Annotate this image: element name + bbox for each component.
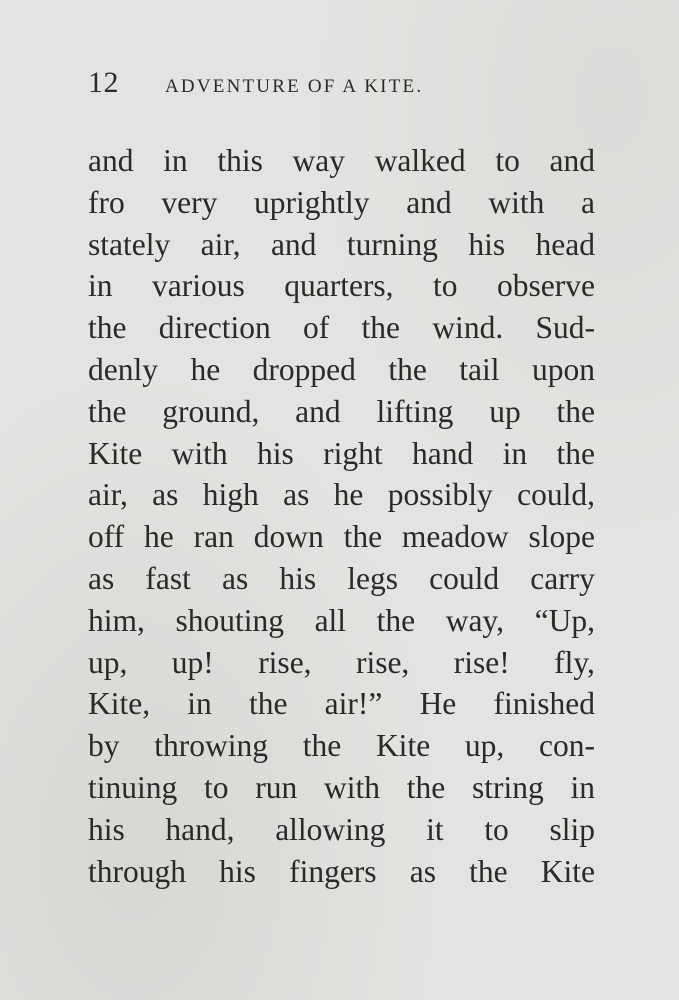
word: up, [88,644,128,680]
text-line [88,307,595,349]
word: Kite [88,435,143,471]
word: fly, [554,644,595,680]
text-line [88,558,595,600]
word: in [502,435,528,471]
text-line [88,851,595,893]
word: could, [517,477,595,513]
word: the [388,351,427,387]
word: tinuing [88,769,178,805]
word: He [419,686,457,722]
word: in [187,686,212,722]
word: quarters, [284,268,394,304]
word: air, [88,477,128,513]
word: con- [539,728,595,764]
word: to [484,811,509,847]
word: walked [374,143,466,178]
word: it [426,811,444,847]
word: air, [200,226,241,262]
text-line [88,809,595,851]
word: by [88,728,120,764]
word: Kite, [88,686,151,722]
text-line [88,224,595,266]
text-line [88,265,595,307]
word: to [433,268,458,304]
word: dropped [252,351,356,387]
word: the [343,519,383,555]
word: possibly [387,477,493,513]
word: hand, [165,811,235,847]
word: carry [530,560,595,596]
word: lifting [376,393,454,429]
word: rise, [258,644,312,680]
word: Kite [375,728,431,764]
word: legs [347,560,398,596]
word: he [144,519,174,555]
text-line [88,182,595,224]
word: in [570,769,595,805]
word: finished [493,686,595,722]
word: his [219,853,256,889]
word: his [279,560,317,596]
word: the [406,769,446,805]
text-line [88,516,595,558]
word: as [283,477,310,513]
word: as [88,560,115,596]
text-line [88,725,595,767]
word: slip [549,811,595,847]
word: string [471,769,544,805]
word: fast [145,560,191,596]
text-line [88,683,595,725]
word: allowing [275,811,386,847]
word: Sud- [535,310,595,346]
word: off [88,519,125,555]
word: in [88,268,113,304]
word: Kite [540,853,595,889]
word: the [556,393,595,429]
word: various [152,268,245,304]
word: the [88,393,127,429]
word: the [469,853,508,889]
word: “Up, [534,602,595,638]
text-line [88,391,595,433]
page-header [88,66,608,110]
text-line [88,474,595,516]
word: the [376,602,416,638]
word: run [255,769,298,805]
word: his [468,226,506,262]
word: up! [171,644,214,680]
word: turning [346,226,438,262]
word: a [581,184,595,220]
word: with [171,435,228,471]
word: air!” [324,686,383,722]
word: could [429,560,500,596]
word: the [88,310,127,346]
word: his [257,435,294,471]
word: rise, [355,644,410,680]
word: and [549,143,595,178]
word: up, [464,728,505,764]
text-line [88,767,595,809]
word: and [88,143,134,178]
word: as [221,560,249,596]
word: the [302,728,342,764]
word: as [409,853,436,889]
word: this [217,143,263,178]
word: he [333,477,364,513]
word: very [161,184,218,220]
text-line [88,433,595,475]
text-line [88,140,595,182]
word: meadow [401,519,509,555]
word: the [556,435,595,471]
word: ground, [162,393,260,429]
word: of [303,310,330,346]
word: and [406,184,452,220]
word: he [190,351,221,387]
word: stately [88,226,171,262]
word: in [163,143,188,178]
word: ran [193,519,234,555]
running-head: ADVENTURE OF A KITE. [165,76,424,97]
word: observe [497,268,595,304]
word: down [253,519,324,555]
word: tail [459,351,500,387]
word: slope [528,519,595,555]
word: with [488,184,545,220]
word: hand [412,435,474,471]
word: direction [158,310,271,346]
text-line [88,349,595,391]
word: shouting [175,602,284,638]
word: through [88,853,186,889]
word: upon [531,351,595,387]
word: denly [88,351,158,387]
word: his [88,811,125,847]
word: and [270,226,317,262]
word: and [295,393,341,429]
word: the [361,310,401,346]
word: head [535,226,595,262]
word: rise! [453,644,510,680]
word: with [323,769,380,805]
word: uprightly [254,184,370,220]
word: fro [88,184,125,220]
word: way [292,143,346,178]
word: way, [445,602,505,638]
text-line [88,600,595,642]
word: throwing [154,728,268,764]
body-text [88,140,595,892]
word: all [314,602,347,638]
word: to [495,143,520,178]
word: fingers [289,853,377,889]
word: as [152,477,179,513]
text-line [88,642,595,684]
word: the [249,686,288,722]
word: right [323,435,383,471]
page-number: 12 [88,66,119,99]
word: to [204,769,229,805]
word: up [489,393,521,429]
word: high [202,477,259,513]
word: wind. [432,310,504,346]
word: him, [88,602,145,638]
